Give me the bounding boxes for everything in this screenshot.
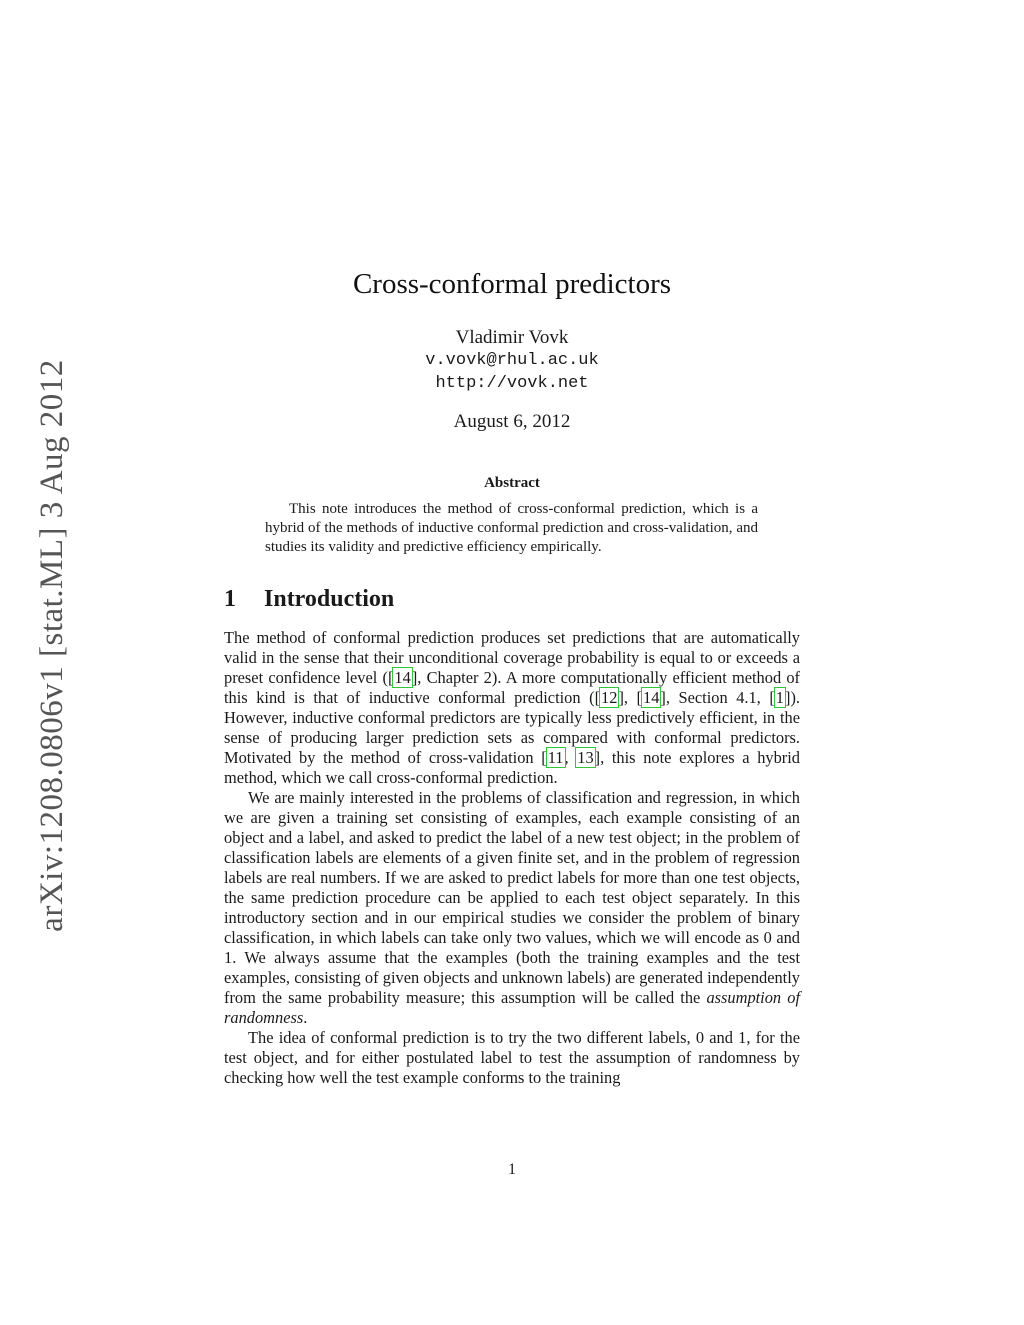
citation-link[interactable]: 13 bbox=[577, 748, 594, 767]
paper-date: August 6, 2012 bbox=[453, 411, 571, 432]
paragraph-3: The idea of conformal prediction is to try the two different labels, 0 and 1, for the test object, and for either postulated label to test the assumption of randomness by checking how well the test example conforms to the training bbox=[224, 1028, 800, 1087]
author-block bbox=[0, 326, 1024, 433]
emphasis-term: assumption of randomness bbox=[224, 988, 801, 1027]
text-run: ], Chapter 2). A more computationally efficient method of this kind is that of inductive conformal prediction ([ bbox=[224, 668, 800, 707]
section-heading bbox=[224, 586, 394, 613]
text-run: . bbox=[303, 1008, 308, 1027]
text-run: The method of conformal prediction produces set predictions that are automatically valid in the sense that their unconditional coverage probability is equal to or exceeds a preset confidence level ([ bbox=[224, 628, 800, 687]
citation-link[interactable]: 11 bbox=[547, 748, 564, 767]
abstract-text: This note introduces the method of cross-conformal prediction, which is a hybrid of the methods of inductive conformal prediction and cross-validation, and studies its validity and predictive efficiency empirically. bbox=[265, 501, 758, 555]
paragraph-1 bbox=[224, 628, 800, 788]
page-number: 1 bbox=[508, 1161, 516, 1178]
author-url: http://vovk.net bbox=[435, 374, 589, 393]
arxiv-watermark bbox=[12, 350, 92, 940]
citation-link[interactable]: 14 bbox=[394, 668, 411, 687]
section-number: 1 bbox=[224, 586, 236, 612]
text-run: , bbox=[564, 748, 577, 767]
arxiv-identifier: arXiv:1208.0806v1 [stat.ML] 3 Aug 2012 bbox=[33, 358, 70, 932]
paragraph-2 bbox=[224, 788, 800, 1028]
text-run: ]). However, inductive conformal predictors are typically less predictively efficient, in the sense of producing larger prediction sets as compared with conformal predictors. Motivated by the method of cross-validation [ bbox=[224, 688, 800, 767]
section-title: Introduction bbox=[264, 586, 395, 612]
text-run: ], [ bbox=[618, 688, 642, 707]
author-name: Vladimir Vovk bbox=[455, 327, 569, 348]
body-text bbox=[224, 628, 800, 1088]
abstract-heading: Abstract bbox=[484, 475, 540, 491]
paper-title: Cross-conformal predictors bbox=[352, 268, 672, 300]
citation-link[interactable]: 12 bbox=[601, 688, 618, 707]
text-run: ], this note explores a hybrid method, which we call cross-conformal prediction. bbox=[224, 748, 800, 787]
citation-link[interactable]: 14 bbox=[643, 688, 660, 707]
text-run: ], Section 4.1, [ bbox=[660, 688, 775, 707]
citation-link[interactable]: 1 bbox=[775, 688, 784, 707]
text-run: We are mainly interested in the problems of classification and regression, in which we are given a training set consisting of examples, each example consisting of an object and a label, and asked to predict the label of a new test object; in the problem of classification labels are elements of a given finite set, and in the problem of regression labels are real numbers. If we are asked to predict labels for more than one test objects, the same prediction procedure can be applied to each test object separately. In this introductory section and in our empirical studies we consider the problem of binary classification, in which labels can take only two values, which we will encode as 0 and 1. We always assume that the examples (both the training examples and the test examples, consisting of given objects and unknown labels) are generated independently from the same probability measure; this assumption will be called the bbox=[224, 788, 800, 1007]
author-email: v.vovk@rhul.ac.uk bbox=[425, 351, 599, 370]
